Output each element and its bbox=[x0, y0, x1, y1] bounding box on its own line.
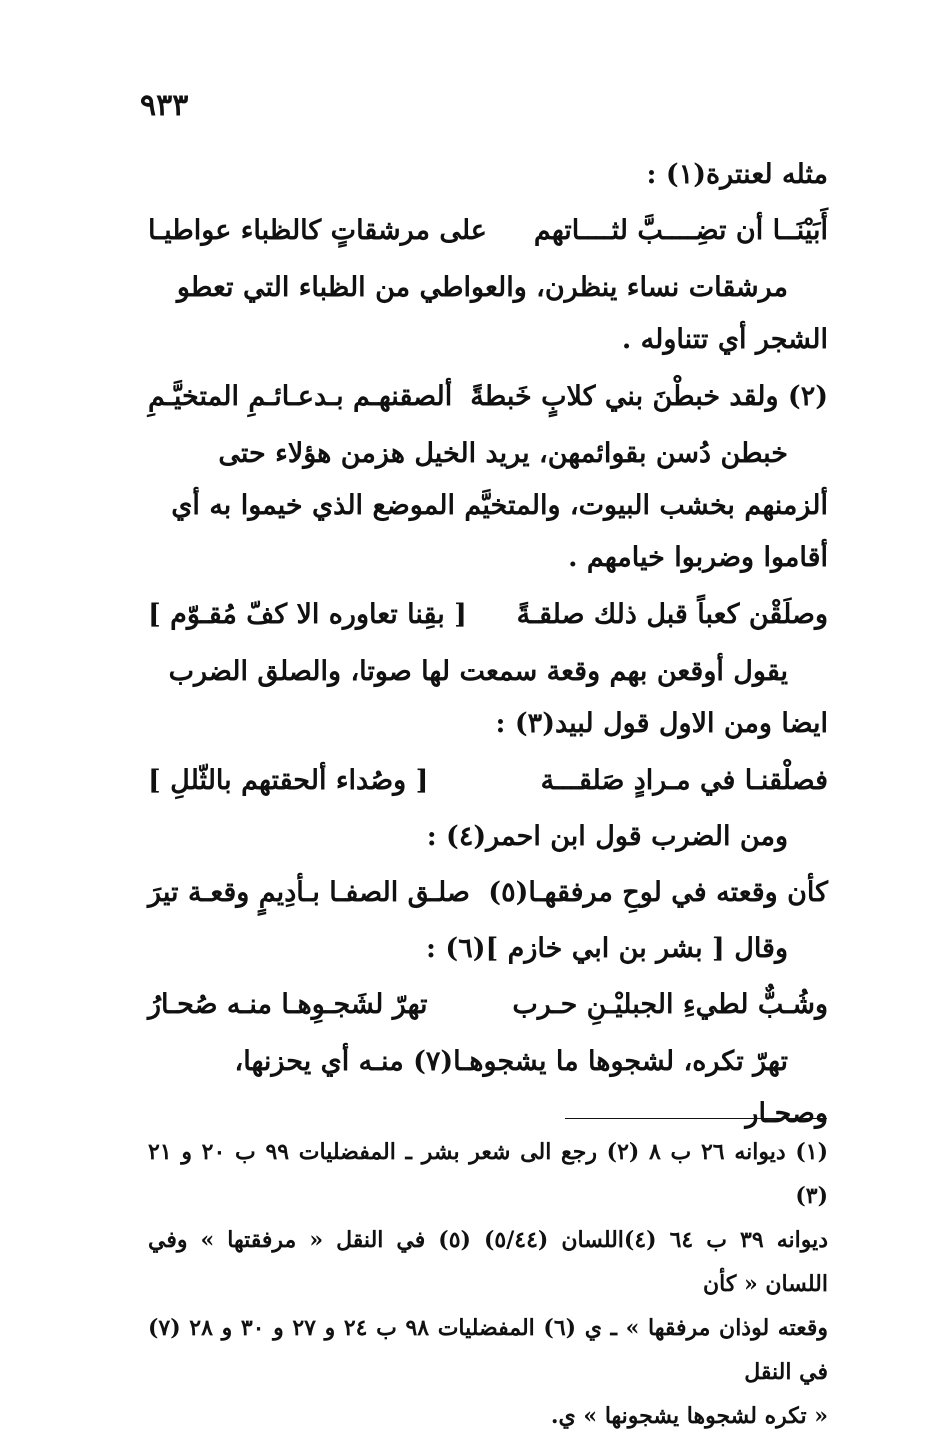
verse-5-first-hemistich: كأن وقعته في لوحِ مرفقهـا(٥) bbox=[488, 877, 828, 908]
verse-3-second-hemistich: [ بقِنا تعاوره الا كفّ مُقـوّم ] bbox=[148, 599, 467, 630]
footnotes bbox=[148, 1130, 828, 1438]
verse-3-first-hemistich: وصلَقْن كعباً قبل ذلك صلقـةً bbox=[516, 599, 828, 630]
intro-line-6: وقال [ بشر بن ابي خازم ](٦) : bbox=[426, 933, 788, 964]
verse-4-second-hemistich: [ وصُداء ألحقتهم بالثّللِ ] bbox=[148, 765, 429, 796]
intro-line: مثله لعنترة(١) : bbox=[646, 159, 828, 190]
footnote-line: ديوانه ٣٩ ب ٦٤ (٤)اللسان (٥/٤٤) (٥) في النقل « مرفقتها » وفي اللسان « كأن bbox=[148, 1227, 829, 1297]
verse-2-first-hemistich: (٢) ولقد خبطْنَ بني كلابٍ خَبطةً bbox=[470, 381, 828, 412]
main-text bbox=[148, 150, 828, 1140]
intro-line-5: ومن الضرب قول ابن احمر(٤) : bbox=[426, 821, 788, 852]
verse-4-first-hemistich: فصلْقنـا في مـرادٍ صَلقـــة bbox=[540, 765, 828, 796]
page-number: ٩٣٣ bbox=[140, 88, 189, 123]
verse-1 bbox=[148, 200, 828, 262]
verse-6 bbox=[148, 974, 828, 1036]
commentary-3-text: يقول أوقعن بهم وقعة سمعت لها صوتا، والصلق الضرب ايضا ومن الاول قول لبيد(٣) : bbox=[168, 656, 828, 739]
verse-5-second-hemistich: صلـق الصفـا بـأدِيمٍ وقعـة تيرَ bbox=[148, 877, 470, 908]
footnote-separator bbox=[565, 1118, 827, 1119]
verse-2 bbox=[148, 366, 828, 428]
verse-3 bbox=[148, 584, 828, 646]
commentary-4-text: تهرّ تكره، لشجوها ما يشجوهـا(٧) منـه أي يحزنها، وصحـار bbox=[234, 1046, 828, 1129]
commentary-2 bbox=[148, 428, 828, 584]
verse-1-first-hemistich: أَبَيْنَــا أن تضِــــبَّ لثــــاتهم bbox=[533, 215, 828, 246]
commentary-1-text: مرشقات نساء ينظرن، والعواطي من الظباء التي تعطو الشجر أي تتناوله . bbox=[176, 272, 828, 355]
commentary-3 bbox=[148, 646, 828, 750]
verse-4 bbox=[148, 750, 828, 812]
footnote-line: « تكره لشجوها يشجونها » ي. bbox=[550, 1403, 828, 1429]
commentary-2-text: خبطن دُسن بقوائمهن، يريد الخيل هزمن هؤلاء حتى ألزمنهم بخشب البيوت، والمتخيَّم الموضع الذي خيموا به أي أقاموا وضربوا خيامهم . bbox=[171, 438, 828, 573]
verse-6-first-hemistich: وشُـبٌّ لطيءِ الجبليْـنِ حـرب bbox=[512, 989, 828, 1020]
footnote-line: (١) ديوانه ٢٦ ب ٨ (٢) رجع الى شعر بشر ـ المفضليات ٩٩ ب ٢٠ و ٢١ (٣) bbox=[148, 1139, 829, 1209]
commentary-4 bbox=[148, 1036, 828, 1140]
commentary-1 bbox=[148, 262, 828, 366]
verse-2-second-hemistich: ألصقنهـم بـدعـائـمِ المتخيَّـمِ bbox=[148, 381, 453, 412]
verse-1-second-hemistich: على مرشقاتٍ كالظباء عواطيـا bbox=[148, 215, 487, 246]
footnote-line: وقعته لوذان مرفقها » ـ ي (٦) المفضليات ٩٨ ب ٢٤ و ٢٧ و ٣٠ و ٢٨ (٧) في النقل bbox=[148, 1315, 828, 1385]
verse-5 bbox=[148, 862, 828, 924]
verse-6-second-hemistich: تهرّ لشَجـوِهـا منـه صُحـارُ bbox=[148, 989, 428, 1020]
